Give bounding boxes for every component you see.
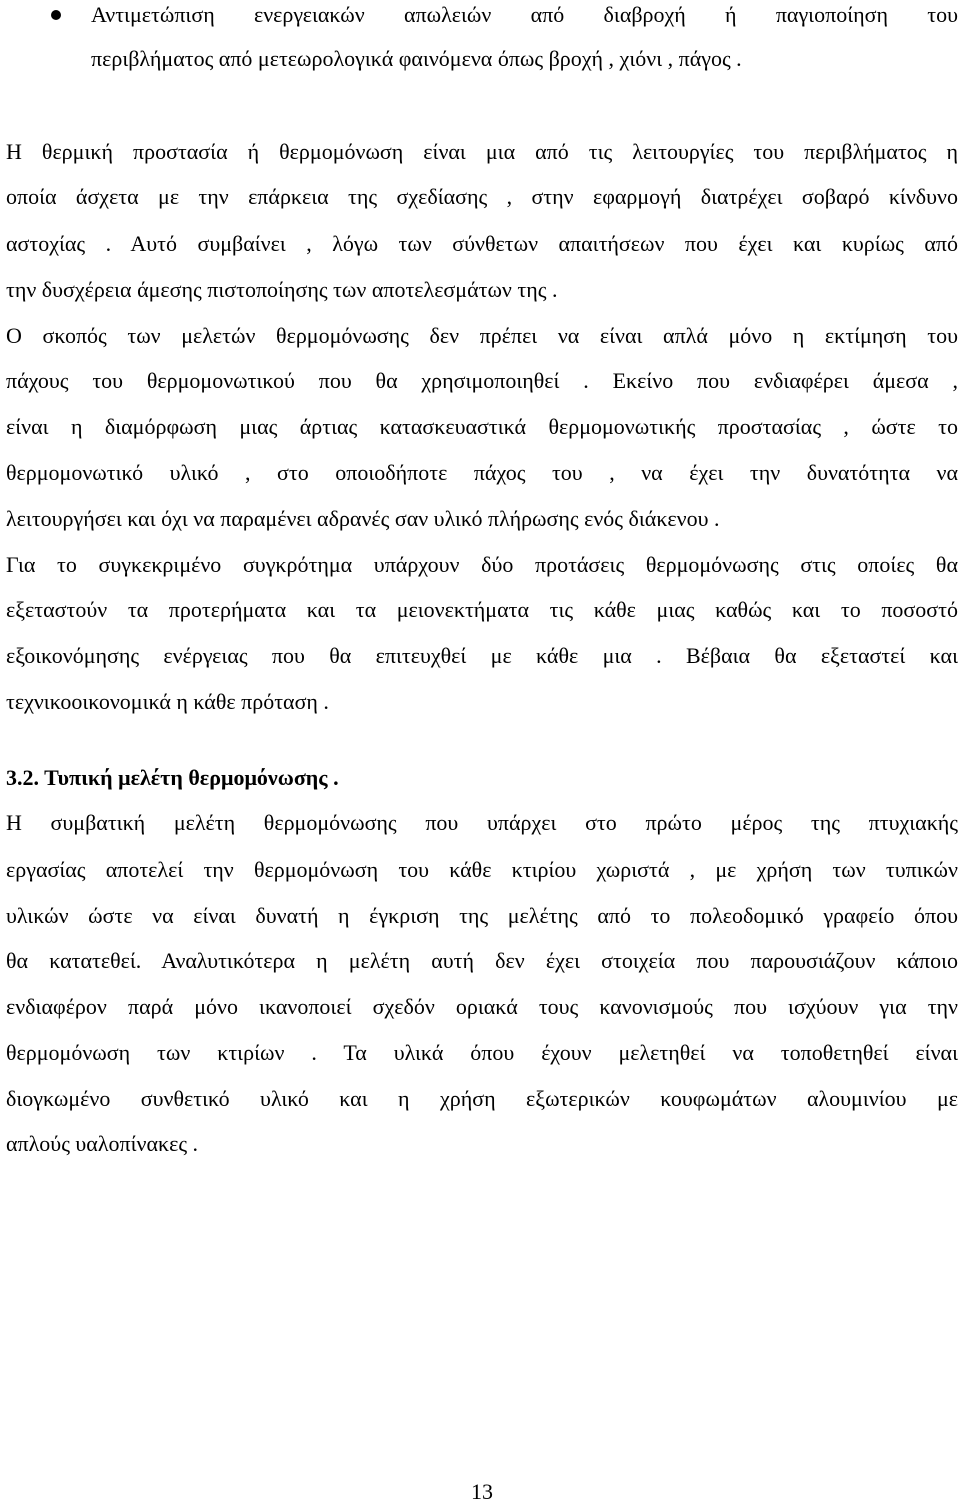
bullet-item	[6, 0, 958, 80]
paragraph-line: εξοικονόμησης ενέργειας που θα επιτευχθεί με κάθε μια . Βέβαια θα εξεταστεί και	[6, 643, 958, 668]
bullet-dot-icon	[51, 10, 61, 20]
paragraph-line: θερμομονωτικό υλικό , στο οποιοδήποτε πάχος του , να έχει την δυνατότητα να	[6, 460, 958, 485]
paragraph-line: την δυσχέρεια άμεσης πιστοποίησης των αποτελεσμάτων της .	[6, 277, 558, 302]
paragraph-line: τεχνικοοικονομικά η κάθε πρόταση .	[6, 689, 329, 714]
bullet-line: Αντιμετώπιση ενεργειακών απωλειών από διαβροχή ή παγιοποίηση του	[91, 2, 958, 27]
paragraph-line: αστοχίας . Αυτό συμβαίνει , λόγω των σύνθετων απαιτήσεων που έχει και κυρίως από	[6, 231, 958, 256]
paragraph-line: εργασίας αποτελεί την θερμομόνωση του κάθε κτιρίου χωριστά , με χρήση των τυπικών	[6, 857, 958, 882]
paragraph-line: απλούς υαλοπίνακες .	[6, 1131, 199, 1156]
paragraph-line: Η συμβατική μελέτη θερμομόνωσης που υπάρχει στο πρώτο μέρος της πτυχιακής	[6, 810, 958, 835]
paragraph-line: είναι η διαμόρφωση μιας άρτιας κατασκευαστικά θερμομονωτικής προστασίας , ώστε το	[6, 414, 958, 439]
paragraph-line: Για το συγκεκριμένο συγκρότημα υπάρχουν δύο προτάσεις θερμομόνωσης στις οποίες θα	[6, 552, 958, 577]
paragraph-line: λειτουργήσει και όχι να παραμένει αδρανές σαν υλικό πλήρωσης ενός διάκενου .	[6, 506, 720, 531]
bullet-line: περιβλήματος από μετεωρολογικά φαινόμενα όπως βροχή , χιόνι , πάγος .	[91, 46, 742, 71]
paragraph-line: ενδιαφέρον παρά μόνο ικανοποιεί σχεδόν οριακά τους κανονισμούς που ισχύουν για την	[6, 994, 958, 1019]
section-heading: 3.2. Τυπική μελέτη θερμομόνωσης .	[6, 765, 339, 790]
paragraph-line: θα κατατεθεί. Αναλυτικότερα η μελέτη αυτή δεν έχει στοιχεία που παρουσιάζουν κάποιο	[6, 948, 958, 973]
paragraph-line: πάχους του θερμομονωτικού που θα χρησιμοποιηθεί . Εκείνο που ενδιαφέρει άμεσα ,	[6, 368, 958, 393]
paragraph-line: διογκωμένο συνθετικό υλικό και η χρήση εξωτερικών κουφωμάτων αλουμινίου με	[6, 1086, 958, 1111]
paragraph-line: εξεταστούν τα προτερήματα και τα μειονεκτήματα τις κάθε μιας καθώς και το ποσοστό	[6, 597, 958, 622]
paragraph-line: Η θερμική προστασία ή θερμομόνωση είναι μια από τις λειτουργίες του περιβλήματος η	[6, 139, 958, 164]
paragraph-line: υλικών ώστε να είναι δυνατή η έγκριση της μελέτης από το πολεοδομικό γραφείο όπου	[6, 903, 958, 928]
paragraph-line: θερμομόνωση των κτιρίων . Τα υλικά όπου έχουν μελετηθεί να τοποθετηθεί είναι	[6, 1040, 958, 1065]
document-page	[6, 0, 958, 1505]
paragraph-line: οποία άσχετα με την επάρκεια της σχεδίασης , στην εφαρμογή διατρέχει σοβαρό κίνδυνο	[6, 184, 958, 209]
paragraph-line: Ο σκοπός των μελετών θερμομόνωσης δεν πρέπει να είναι απλά μόνο η εκτίμηση του	[6, 323, 958, 348]
page-number: 13	[471, 1479, 493, 1504]
